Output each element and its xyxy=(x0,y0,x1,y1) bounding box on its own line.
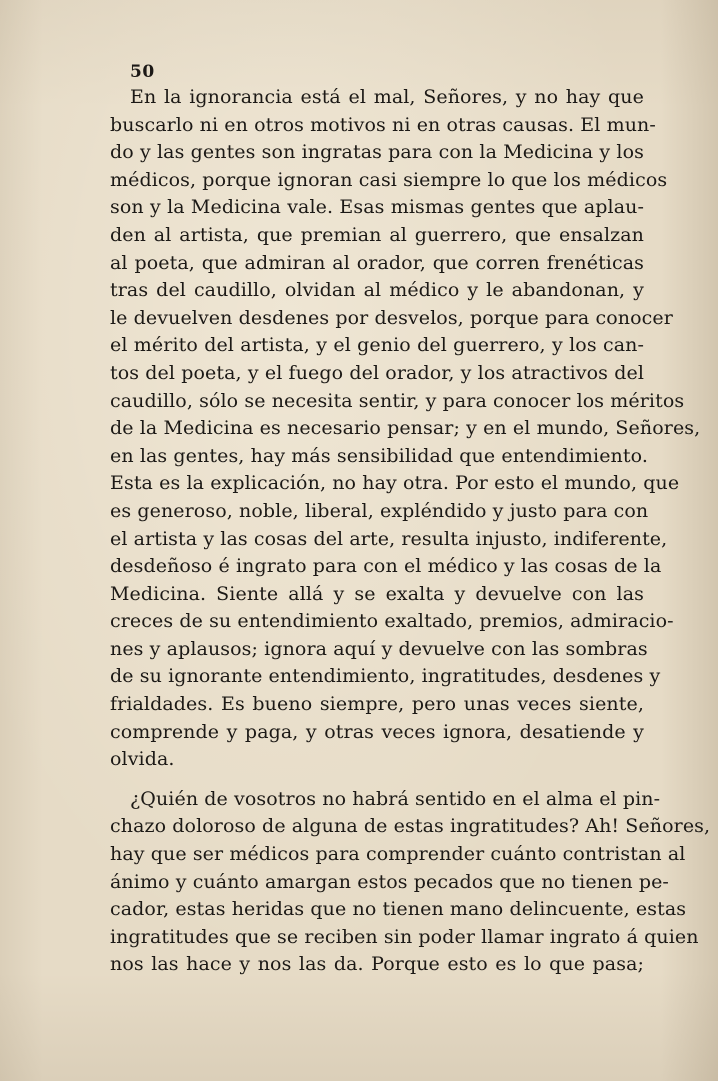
text-line: el mérito del artista, y el genio del guerrero, y los can- xyxy=(110,334,644,357)
text-line: le devuelven desdenes por desvelos, porque para conocer xyxy=(110,306,673,329)
text-line: comprende y paga, y otras veces ignora, desatiende y xyxy=(110,720,644,743)
text-line: olvida. xyxy=(110,748,175,771)
text-line: ¿Quién de vosotros no habrá sentido en el alma el pin- xyxy=(130,787,661,810)
text-line: ánimo y cuánto amargan estos pecados que no tienen pe- xyxy=(110,870,669,893)
text-line: hay que ser médicos para comprender cuánto contristan al xyxy=(110,843,686,866)
page-number: 50 xyxy=(130,62,155,82)
text-line: creces de su entendimiento exaltado, premios, admiracio- xyxy=(110,610,674,633)
text-line: buscarlo ni en otros motivos ni en otras causas. El mun- xyxy=(110,113,656,136)
text-line: son y la Medicina vale. Esas mismas gentes que aplau- xyxy=(110,196,644,219)
text-line: tras del caudillo, olvidan al médico y le abandonan, y xyxy=(110,279,644,302)
text-line: desdeñoso é ingrato para con el médico y las cosas de la xyxy=(110,555,662,578)
paragraph-2 xyxy=(110,786,711,979)
text-line: En la ignorancia está el mal, Señores, y no hay que xyxy=(130,86,644,108)
text-line: médicos, porque ignoran casi siempre lo que los médicos xyxy=(110,168,668,191)
text-line: Esta es la explicación, no hay otra. Por esto el mundo, que xyxy=(110,472,680,495)
text-line: es generoso, noble, liberal, expléndido y justo para con xyxy=(110,499,649,522)
text-line: tos del poeta, y el fuego del orador, y los atractivos del xyxy=(110,361,644,384)
text-line: ingratitudes que se reciben sin poder llamar ingrato á quien xyxy=(110,925,699,948)
body-text xyxy=(110,84,711,979)
text-line: chazo doloroso de alguna de estas ingratitudes? Ah! Señores, xyxy=(110,815,711,838)
text-line: nes y aplausos; ignora aquí y devuelve con las sombras xyxy=(110,637,648,660)
text-line: do y las gentes son ingratas para con la Medicina y los xyxy=(110,141,644,164)
text-line: al poeta, que admiran al orador, que corren frenéticas xyxy=(110,251,644,274)
paragraph-gap xyxy=(110,774,644,786)
text-line: nos las hace y nos las da. Porque esto es lo que pasa; xyxy=(110,953,644,976)
text-line: cador, estas heridas que no tienen mano delincuente, estas xyxy=(110,898,687,921)
text-line: de su ignorante entendimiento, ingratitudes, desdenes y xyxy=(110,665,661,688)
text-line: de la Medicina es necesario pensar; y en el mundo, Señores, xyxy=(110,417,701,440)
text-line: en las gentes, hay más sensibilidad que entendimiento. xyxy=(110,444,648,467)
text-line: Medicina. Siente allá y se exalta y devuelve con las xyxy=(110,582,644,605)
text-line: den al artista, que premian al guerrero, que ensalzan xyxy=(110,223,644,246)
text-line: frialdades. Es bueno siempre, pero unas veces siente, xyxy=(110,693,644,716)
text-line: caudillo, sólo se necesita sentir, y para conocer los méritos xyxy=(110,389,685,412)
text-line: el artista y las cosas del arte, resulta injusto, indiferente, xyxy=(110,527,668,550)
paragraph-1 xyxy=(110,84,701,774)
